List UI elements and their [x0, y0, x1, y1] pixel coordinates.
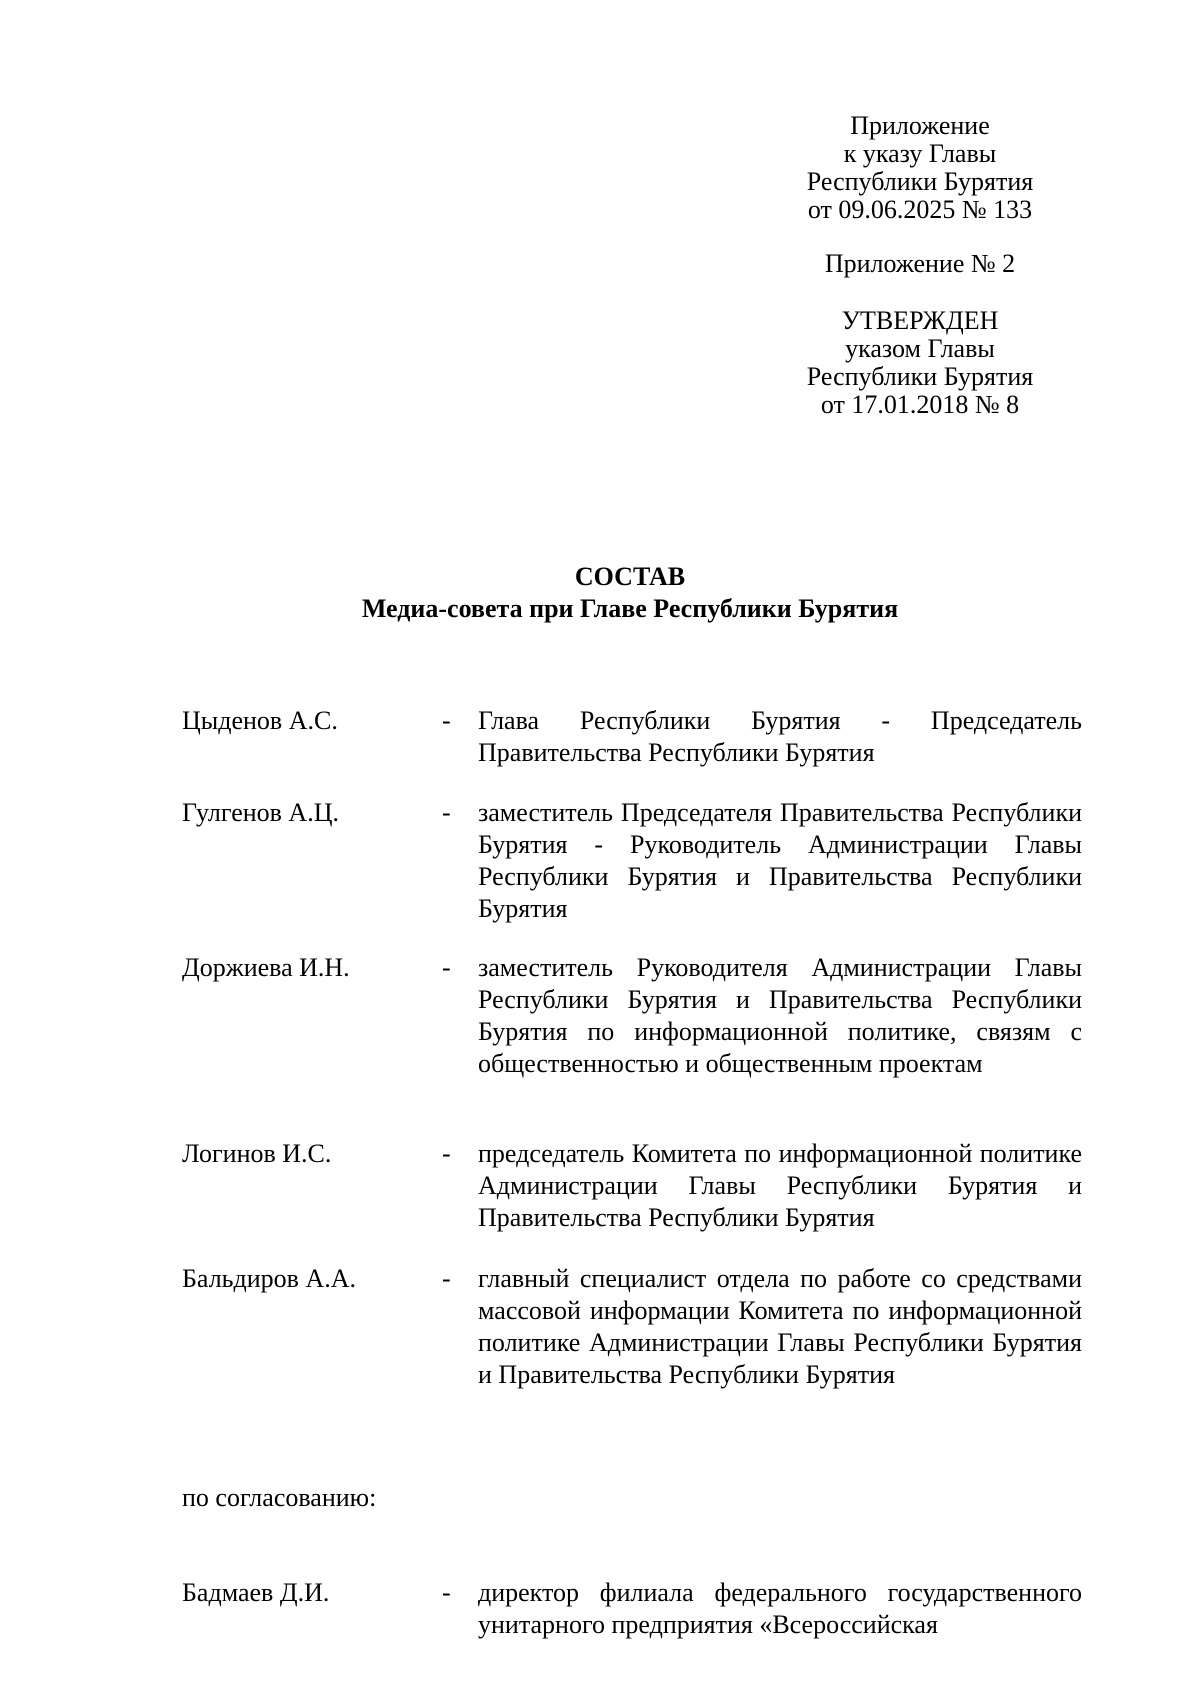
member-name: Гулгенов А.Ц. [182, 798, 339, 827]
member-name: Бадмаев Д.И. [182, 1578, 330, 1607]
member-name: Логинов И.С. [182, 1139, 332, 1168]
member-dash: - [442, 1264, 451, 1293]
document-title [180, 561, 1080, 625]
stamp-line: Республики Бурятия [806, 362, 1034, 391]
stamp-line: к указу Главы [843, 139, 997, 168]
stamp-line: от 09.06.2025 № 133 [807, 195, 1033, 224]
member-dash: - [442, 706, 451, 735]
member-description: главный специалист отдела по работе со средствами массовой информации Комитета по информационной политике Администрации Главы Республики Бурятия и Правительства Республики Бурятия [478, 1264, 1082, 1389]
member-name: Бальдиров А.А. [182, 1264, 357, 1293]
member-dash: - [442, 1578, 451, 1607]
member-description: председатель Комитета по информационной политике Администрации Главы Республики Бурятия и Правительства Республики Бурятия [478, 1139, 1082, 1232]
member-dash: - [442, 798, 451, 827]
stamp-line: Республики Бурятия [806, 167, 1034, 196]
stamp-line: указом Главы [845, 334, 995, 363]
stamp-line: УТВЕРЖДЕН [841, 306, 999, 335]
agreement-note: по согласованию: [182, 1483, 377, 1512]
stamp-line: от 17.01.2018 № 8 [820, 390, 1020, 419]
member-name: Цыденов А.С. [182, 706, 338, 735]
member-description: директор филиала федерального государственного унитарного предприятия «Всероссийская [478, 1578, 1082, 1639]
member-description: Глава Республики Бурятия - Председатель Правительства Республики Бурятия [478, 706, 1082, 767]
member-name: Доржиева И.Н. [182, 953, 350, 982]
member-description: заместитель Председателя Правительства Республики Бурятия - Руководитель Администрации Главы Республики Бурятия и Правительства Республики Бурятия [478, 798, 1082, 923]
member-dash: - [442, 1139, 451, 1168]
appendix-stamp [780, 112, 1060, 224]
appendix-number-stamp [780, 250, 1060, 278]
stamp-line: Приложение № 2 [824, 249, 1016, 278]
title-line-2: Медиа-совета при Главе Республики Бурятия [361, 594, 899, 623]
member-description: заместитель Руководителя Администрации Главы Республики Бурятия и Правительства Республики Бурятия по информационной политике, связям с общественностью и общественным проектам [478, 953, 1082, 1078]
member-dash: - [442, 953, 451, 982]
stamp-line: Приложение [850, 111, 990, 140]
title-line-1: СОСТАВ [574, 562, 686, 591]
approved-stamp [780, 307, 1060, 419]
